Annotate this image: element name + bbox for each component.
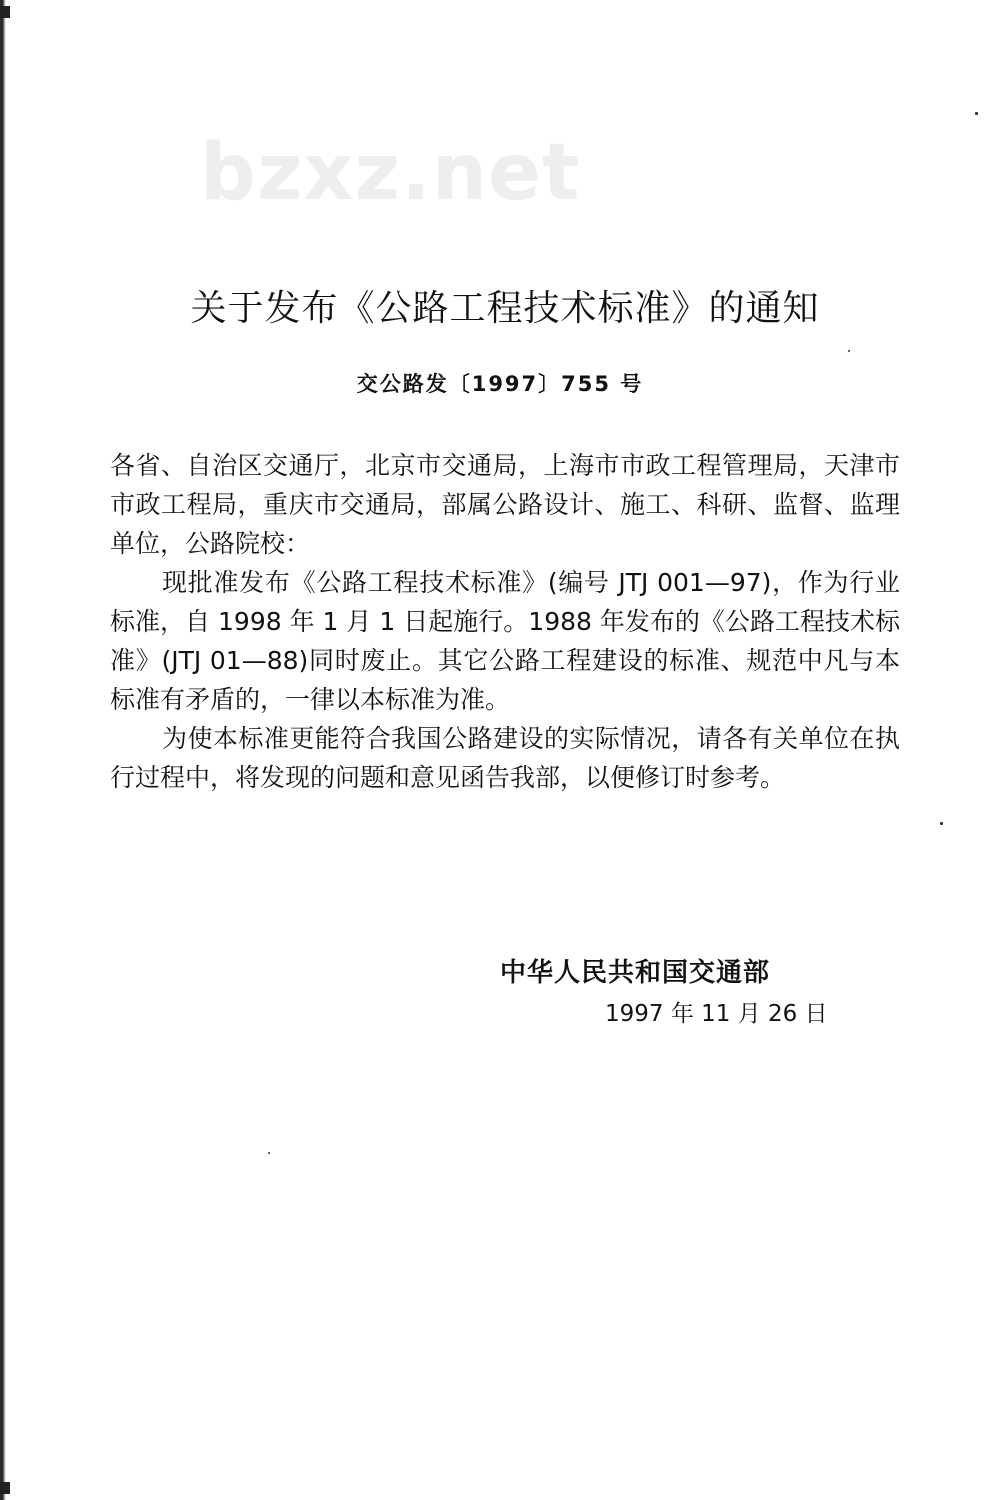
scan-edge-mark bbox=[0, 6, 10, 18]
notice-body bbox=[110, 446, 900, 797]
scan-speck bbox=[975, 112, 978, 115]
notice-title: 关于发布《公路工程技术标准》的通知 bbox=[190, 288, 820, 329]
scan-speck bbox=[268, 1152, 270, 1154]
scan-left-edge bbox=[0, 0, 6, 1500]
body-paragraph: 现批准发布《公路工程技术标准》(编号 JTJ 001—97)，作为行业标准，自 1998 年 1 月 1 日起施行。1988 年发布的《公路工程技术标准》(JTJ 01—88)同时废止。其它公路工程建设的标准、规范中凡与本标准有矛盾的，一律以本标准为准。 bbox=[110, 568, 900, 714]
issue-date: 1997 年 11 月 26 日 bbox=[605, 1001, 828, 1027]
scan-edge-mark bbox=[0, 1482, 10, 1494]
document-number: 交公路发〔1997〕755 号 bbox=[356, 372, 644, 396]
body-paragraph: 为使本标准更能符合我国公路建设的实际情况，请各有关单位在执行过程中，将发现的问题和意见函告我部，以便修订时参考。 bbox=[110, 724, 900, 792]
scan-speck bbox=[848, 350, 850, 352]
addressees: 各省、自治区交通厅，北京市交通局，上海市市政工程管理局，天津市市政工程局，重庆市交通局，部属公路设计、施工、科研、监督、监理单位，公路院校： bbox=[110, 451, 900, 558]
issuing-authority: 中华人民共和国交通部 bbox=[500, 958, 771, 988]
watermark: bzxz.net bbox=[200, 128, 581, 218]
scan-speck bbox=[940, 822, 943, 825]
